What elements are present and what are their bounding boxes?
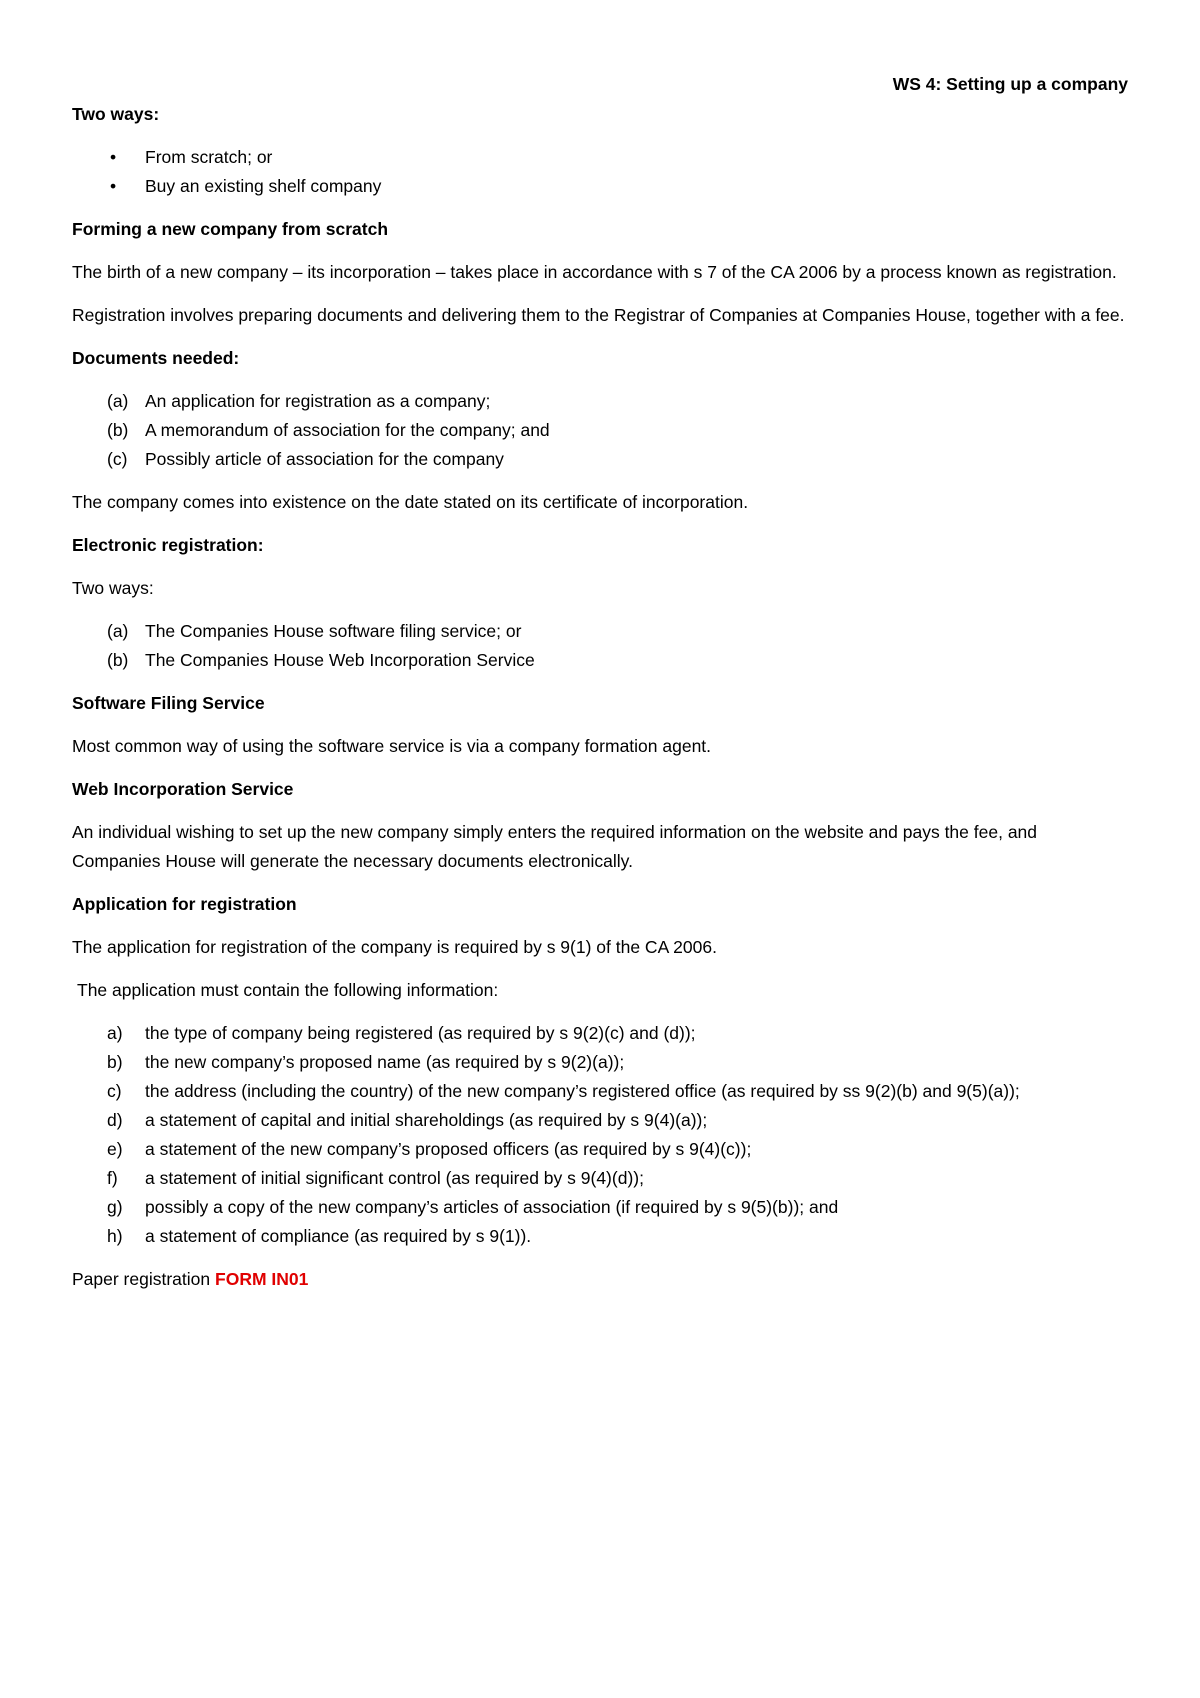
application-paragraph-2: The application must contain the following information: [77,980,499,1000]
bullet-icon: • [110,147,117,167]
documents-heading: Documents needed: [72,348,240,368]
application-paragraph-1: The application for registration of the company is required by s 9(1) of the CA 2006. [72,937,717,957]
electronic-intro: Two ways: [72,578,154,598]
list-item: b) the new company’s proposed name (as required by s 9(2)(a)); [107,1052,625,1072]
web-heading: Web Incorporation Service [72,779,294,799]
list-item: d) a statement of capital and initial shareholdings (as required by s 9(4)(a)); [107,1110,708,1130]
application-heading: Application for registration [72,894,297,914]
documents-after-paragraph: The company comes into existence on the date stated on its certificate of incorporation. [72,492,749,512]
list-item: • Buy an existing shelf company [72,172,1128,201]
list-item: (a) The Companies House software filing service; or [107,621,522,641]
list-item: f) a statement of initial significant control (as required by s 9(4)(d)); [107,1168,644,1188]
list-item: (a) An application for registration as a company; [107,391,491,411]
intro-bullet-list [72,143,1128,201]
forming-heading: Forming a new company from scratch [72,219,389,239]
software-heading: Software Filing Service [72,693,265,713]
paper-registration-line [72,1265,1128,1294]
forming-paragraph-2: Registration involves preparing documents and delivering them to the Registrar of Companies at Companies House, together with a fee. [72,305,1125,325]
list-item: • From scratch; or [72,143,1128,172]
bullet-icon: • [110,176,117,196]
document-header-title: WS 4: Setting up a company [892,74,1128,94]
list-item: (b) The Companies House Web Incorporation Service [107,650,535,670]
forming-paragraph-1: The birth of a new company – its incorporation – takes place in accordance with s 7 of the CA 2006 by a process known as registration. [72,262,1117,282]
list-item: c) the address (including the country) of the new company’s registered office (as required by ss 9(2)(b) and 9(5)(a)); [107,1081,1020,1101]
application-list [72,1019,1128,1251]
document-body [72,100,1128,1308]
electronic-heading: Electronic registration: [72,535,264,555]
electronic-list [72,617,1128,675]
paper-registration-label: Paper registration [72,1269,211,1289]
list-item: (c) Possibly article of association for the company [107,449,504,469]
form-in01-label: FORM IN01 [215,1269,309,1289]
list-item: e) a statement of the new company’s proposed officers (as required by s 9(4)(c)); [107,1139,752,1159]
web-paragraph: An individual wishing to set up the new company simply enters the required information on the website and pays the fee, and Companies House will generate the necessary documents electronically. [72,822,1038,871]
list-item: a) the type of company being registered (as required by s 9(2)(c) and (d)); [107,1023,696,1043]
list-item: g) possibly a copy of the new company’s articles of association (if required by s 9(5)(b)); and [107,1197,839,1217]
intro-heading: Two ways: [72,104,160,124]
list-item: (b) A memorandum of association for the company; and [107,420,550,440]
list-item: h) a statement of compliance (as required by s 9(1)). [107,1226,532,1246]
software-paragraph: Most common way of using the software service is via a company formation agent. [72,736,712,756]
documents-list [72,387,1128,474]
